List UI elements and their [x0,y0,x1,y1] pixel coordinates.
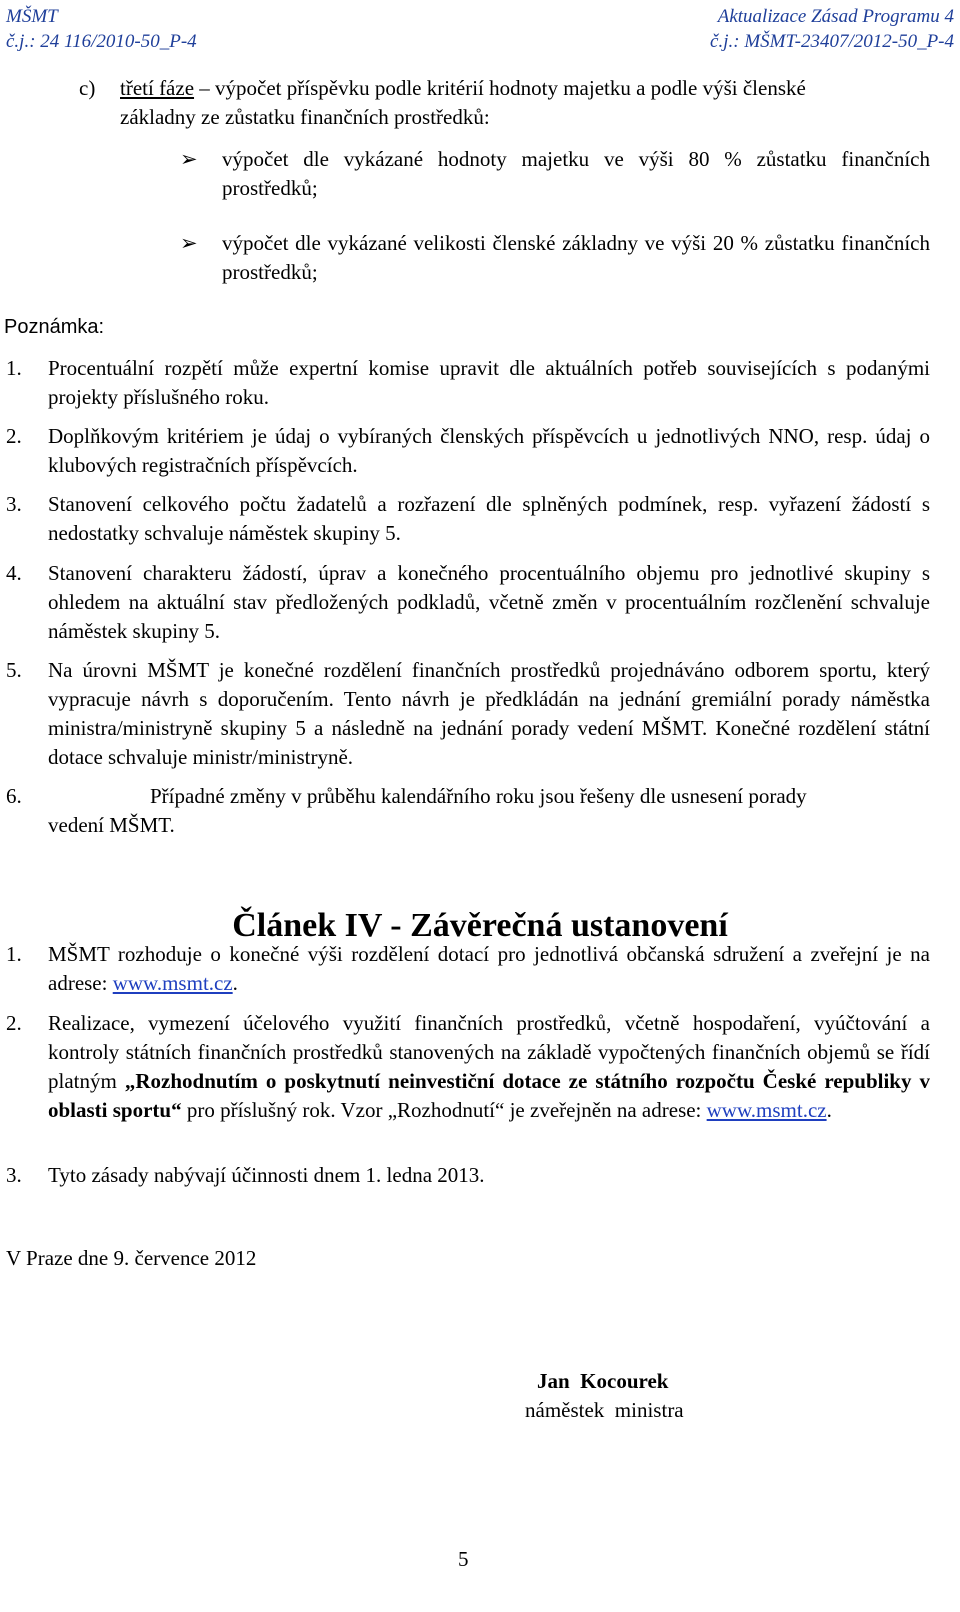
article-item-2 [48,1009,930,1125]
header-org: MŠMT [6,6,58,27]
header-title: Aktualizace Zásad Programu 4 [717,6,954,27]
msmt-link[interactable]: www.msmt.cz [112,971,233,995]
article-item-2-middle: pro příslušný rok. Vzor „Rozhodnutí“ je zveřejněn na adrese: [181,1098,707,1122]
phase-text-1: – výpočet příspěvku podle kritérií hodnoty majetku a podle výši členské [194,76,806,100]
note-item-5: Na úrovni MŠMT je konečné rozdělení finančních prostředků projednáváno odborem sportu, který vypracuje návrh s doporučením. Tento návrh je předkládán na jednání gremiální porady náměstka ministra/ministryně skupiny 5 a následně na jednání porady vedení MŠMT. Konečné rozdělení státní dotace schvaluje ministr/ministryně. [48,658,930,769]
article-item-1 [48,940,930,998]
msmt-link[interactable]: www.msmt.cz [706,1098,827,1122]
article-num-1: 1. [6,942,22,966]
article-heading: Článek IV - Závěrečná ustanovení [232,907,728,944]
header-ref-left: č.j.: 24 116/2010-50_P-4 [6,31,197,52]
note-item-3: Stanovení celkového počtu žadatelů a rozřazení dle splněných podmínek, resp. vyřazení žádostí s nedostatky schvaluje náměstek skupiny 5. [48,492,930,545]
phase-bullet-1: výpočet dle vykázané hodnoty majetku ve výši 80 % zůstatku finančních prostředků; [222,147,930,200]
note-num-3: 3. [6,492,22,516]
article-item-2-text: Realizace, vymezení účelového využití finančních prostředků, včetně hospodaření, vyúčtování a kontroly státních finančních prostředků stanovených na základě vypočtených finančních objemů se řídí platným [48,1011,930,1093]
signatory-role: náměstek ministra [525,1398,684,1422]
phase-bullet-2: výpočet dle vykázané velikosti členské základny ve výši 20 % zůstatku finančních prostředků; [222,231,930,284]
phase-term: třetí fáze [120,76,195,100]
article-item-1-end: . [232,971,238,995]
note-num-1: 1. [6,356,22,380]
arrow-bullet-icon: ➢ [180,147,198,171]
phase-marker: c) [79,76,96,100]
header-left [6,4,197,54]
note-label: Poznámka: [4,316,105,338]
note-num-4: 4. [6,561,22,585]
article-num-3: 3. [6,1163,22,1187]
article-item-2-bold: „Rozhodnutím o poskytnutí neinvestiční dotace ze státního rozpočtu České republiky v oblasti sportu“ [48,1069,931,1122]
header-right [710,4,954,54]
phase-c-line1 [120,74,930,103]
note-item-6-line1: Případné změny v průběhu kalendářního roku jsou řešeny dle usnesení porady [150,784,807,808]
note-item-2: Doplňkovým kritériem je údaj o vybíraných členských příspěvcích u jednotlivých NNO, resp. údaj o klubových registračních příspěvcích. [48,424,930,477]
signatory-name: Jan Kocourek [537,1369,669,1393]
article-item-2-end: . [826,1098,832,1122]
header-ref-right: č.j.: MŠMT-23407/2012-50_P-4 [710,31,954,52]
page-number: 5 [458,1547,469,1571]
article-num-2: 2. [6,1011,22,1035]
arrow-bullet-icon: ➢ [180,231,198,255]
note-num-6: 6. [6,784,22,808]
note-num-5: 5. [6,658,22,682]
note-item-4: Stanovení charakteru žádostí, úprav a konečného procentuálního objemu pro jednotlivé skupiny s ohledem na aktuální stav předložených podkladů, včetně změn v procentuálním rozčlenění schvaluje náměstek skupiny 5. [48,561,930,643]
note-num-2: 2. [6,424,22,448]
article-item-3: Tyto zásady nabývají účinnosti dnem 1. ledna 2013. [48,1163,485,1187]
article-item-1-text: MŠMT rozhoduje o konečné výši rozdělení dotací pro jednotlivá občanská sdružení a zveřejní je na adrese: [48,942,930,995]
note-item-1: Procentuální rozpětí může expertní komise upravit dle aktuálních potřeb souvisejících s podanými projekty příslušného roku. [48,356,930,409]
phase-text-2: základny ze zůstatku finančních prostředků: [120,105,490,129]
place-date: V Praze dne 9. července 2012 [6,1246,257,1270]
note-item-6-line2: vedení MŠMT. [48,813,175,837]
